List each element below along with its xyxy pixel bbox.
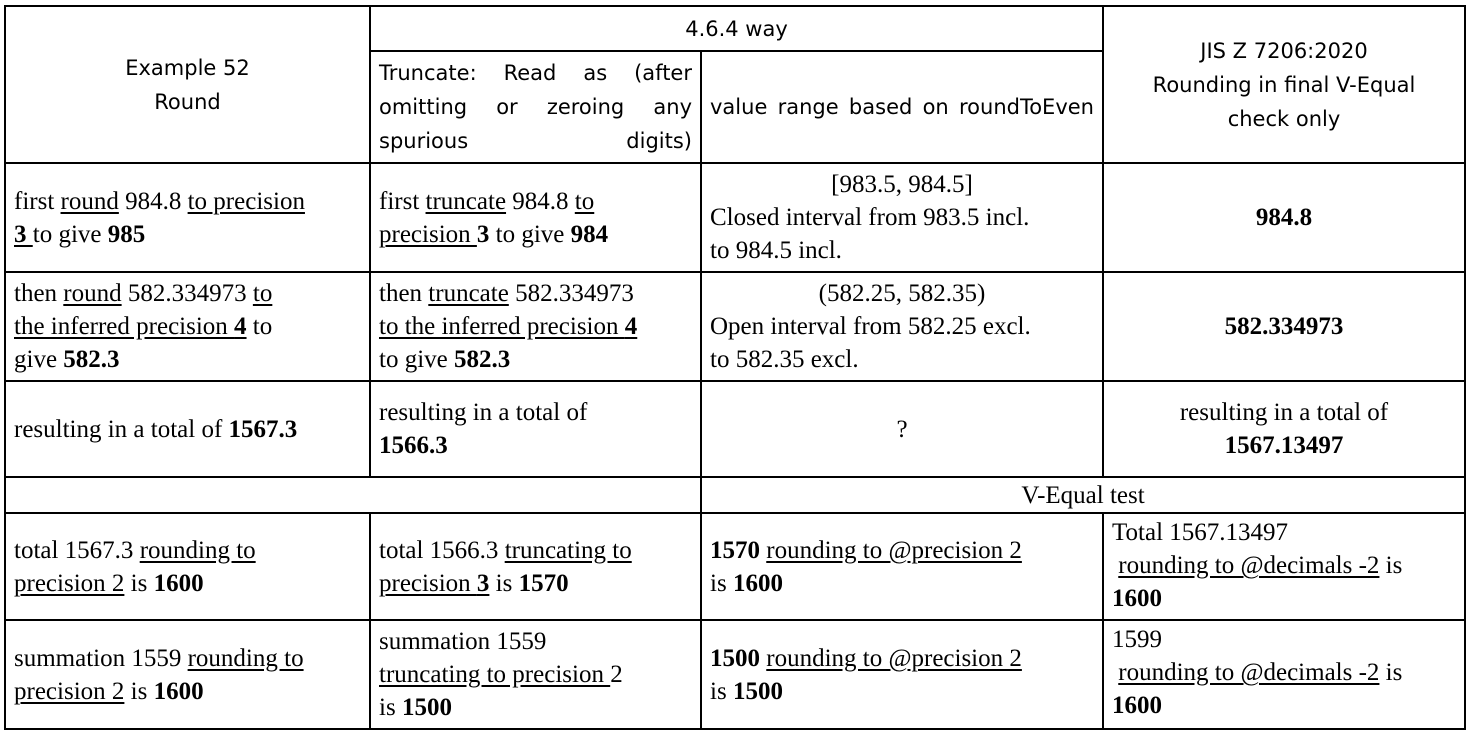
header-example-cell: [5, 6, 370, 163]
header-range-label: value range based on roundToEven: [710, 95, 1094, 119]
row3-round-cell: [5, 381, 370, 477]
text: 582.3: [454, 346, 511, 373]
text: summation 1559: [379, 628, 547, 655]
text: 1566.3: [379, 432, 448, 459]
text: rounding to @precision 2: [766, 644, 1022, 672]
text: is: [379, 694, 402, 721]
table-row: [5, 477, 1465, 513]
text: first: [379, 187, 426, 215]
text: round: [60, 187, 119, 215]
text: rounding to: [187, 644, 304, 672]
row1-range-cell: [701, 163, 1103, 272]
table-row: [5, 381, 1465, 477]
row6-range-cell: [701, 620, 1103, 729]
row2-truncate-cell: [370, 272, 701, 381]
text: to: [246, 313, 273, 340]
header-truncate-cell: [370, 51, 701, 163]
text: 3: [476, 569, 490, 597]
row5-truncate-cell: [370, 513, 701, 620]
row3-truncate-cell: [370, 381, 701, 477]
text: 1500: [710, 644, 760, 672]
header-group-cell: [370, 6, 1103, 51]
text: the inferred precision: [14, 313, 235, 340]
text: precision: [379, 569, 477, 597]
text: rounding to: [139, 536, 256, 564]
text: total 1567.3: [14, 536, 140, 564]
text: 1500: [732, 677, 783, 705]
row3-range-cell: [701, 381, 1103, 477]
text: truncating to: [504, 536, 632, 564]
header-jis-cell: [1103, 6, 1465, 163]
text: 984.8: [506, 187, 575, 215]
row2-range-cell: [701, 272, 1103, 381]
vequal-blank-cell: [5, 477, 701, 513]
text: 1600: [153, 569, 204, 597]
text: total 1566.3: [379, 536, 505, 564]
text: truncate: [425, 187, 507, 215]
text: truncating to precision: [379, 661, 611, 688]
text: resulting in a total of: [14, 415, 229, 443]
text: 1600: [1112, 692, 1162, 719]
text: truncate: [428, 280, 509, 307]
row2-interval: (582.25, 582.35): [818, 280, 986, 307]
row2-interval-desc2: to 582.35 excl.: [710, 346, 859, 373]
header-example-sub: Round: [154, 89, 221, 114]
text: 582.334973: [508, 280, 634, 307]
text: to give: [489, 220, 571, 248]
text: 1500: [401, 694, 452, 721]
header-jis-line1: JIS Z 7206:2020: [1200, 38, 1368, 63]
row2-round-cell: [5, 272, 370, 381]
text: 4: [234, 313, 247, 340]
header-group-label: 4.6.4 way: [685, 16, 788, 41]
table-row: [5, 163, 1465, 272]
row5-round-cell: [5, 513, 370, 620]
row2-jis-cell: [1103, 272, 1465, 381]
text: to give: [379, 346, 454, 373]
row5-range-cell: [701, 513, 1103, 620]
text: 1570: [518, 569, 569, 597]
text: precision 2: [14, 569, 125, 597]
text: is: [1379, 659, 1403, 686]
text: summation 1559: [14, 644, 188, 672]
text: rounding to @decimals -2: [1118, 552, 1380, 579]
text: 1567.3: [228, 415, 298, 443]
text: is: [489, 569, 519, 597]
text: 1599: [1112, 626, 1162, 653]
text: to: [574, 187, 595, 215]
row1-interval: [983.5, 984.5]: [831, 171, 973, 198]
row1-interval-desc1: Closed interval from 983.5 incl.: [710, 204, 1030, 231]
row1-jis-value: 984.8: [1255, 204, 1313, 231]
row1-truncate-cell: [370, 163, 701, 272]
text: then: [14, 280, 64, 307]
text: is: [1379, 552, 1403, 579]
row3-unknown: ?: [896, 415, 908, 443]
text: rounding to @decimals -2: [1118, 659, 1380, 686]
text: is: [124, 569, 154, 597]
row6-truncate-cell: [370, 620, 701, 729]
text: precision: [379, 220, 477, 248]
row1-interval-desc2: to 984.5 incl.: [710, 237, 842, 264]
text: 985: [107, 220, 146, 248]
text: 582.3: [63, 346, 120, 373]
text: give: [14, 346, 64, 373]
table-row: [5, 272, 1465, 381]
text: to precision: [187, 187, 305, 215]
text: first: [14, 187, 61, 215]
text: 3: [14, 220, 33, 248]
text: 984.8: [118, 187, 188, 215]
text: to: [252, 280, 273, 307]
row3-jis-cell: [1103, 381, 1465, 477]
text: 984: [570, 220, 609, 248]
header-range-cell: [701, 51, 1103, 163]
comparison-table: [4, 5, 1466, 730]
text: 4: [624, 313, 638, 340]
text: to the inferred precision: [379, 313, 625, 340]
text: 1570: [710, 536, 760, 564]
text: resulting in a total of: [1179, 399, 1389, 426]
text: 1600: [1112, 585, 1162, 612]
row5-jis-cell: [1103, 513, 1465, 620]
text: round: [63, 280, 122, 307]
text: then: [379, 280, 429, 307]
table-row: [5, 620, 1465, 729]
table-row: [5, 513, 1465, 620]
row1-round-cell: [5, 163, 370, 272]
text: 1600: [732, 569, 783, 597]
row2-jis-value: 582.334973: [1224, 313, 1344, 340]
vequal-label-cell: [701, 477, 1465, 513]
text: Total 1567.13497: [1112, 519, 1289, 546]
text: rounding to @precision 2: [766, 536, 1022, 564]
vequal-label: V-Equal test: [1021, 481, 1145, 509]
header-truncate-label: Truncate: Read as (after omitting or zeroing any spurious digits): [379, 61, 692, 153]
text: 2: [610, 661, 623, 688]
text: 1600: [153, 677, 204, 705]
text: is: [710, 677, 733, 705]
text: 1567.13497: [1224, 432, 1344, 459]
text: is: [124, 677, 154, 705]
text: is: [710, 569, 733, 597]
row6-jis-cell: [1103, 620, 1465, 729]
row2-interval-desc1: Open interval from 582.25 excl.: [710, 313, 1031, 340]
text: 3: [476, 220, 490, 248]
text: to give: [32, 220, 108, 248]
row6-round-cell: [5, 620, 370, 729]
header-example-label: Example 52: [125, 55, 250, 80]
text: resulting in a total of: [379, 399, 588, 426]
text: precision 2: [14, 677, 125, 705]
header-jis-line2: Rounding in final V-Equal: [1152, 72, 1416, 97]
header-jis-line3: check only: [1227, 106, 1341, 131]
text: 582.334973: [121, 280, 253, 307]
row1-jis-cell: [1103, 163, 1465, 272]
